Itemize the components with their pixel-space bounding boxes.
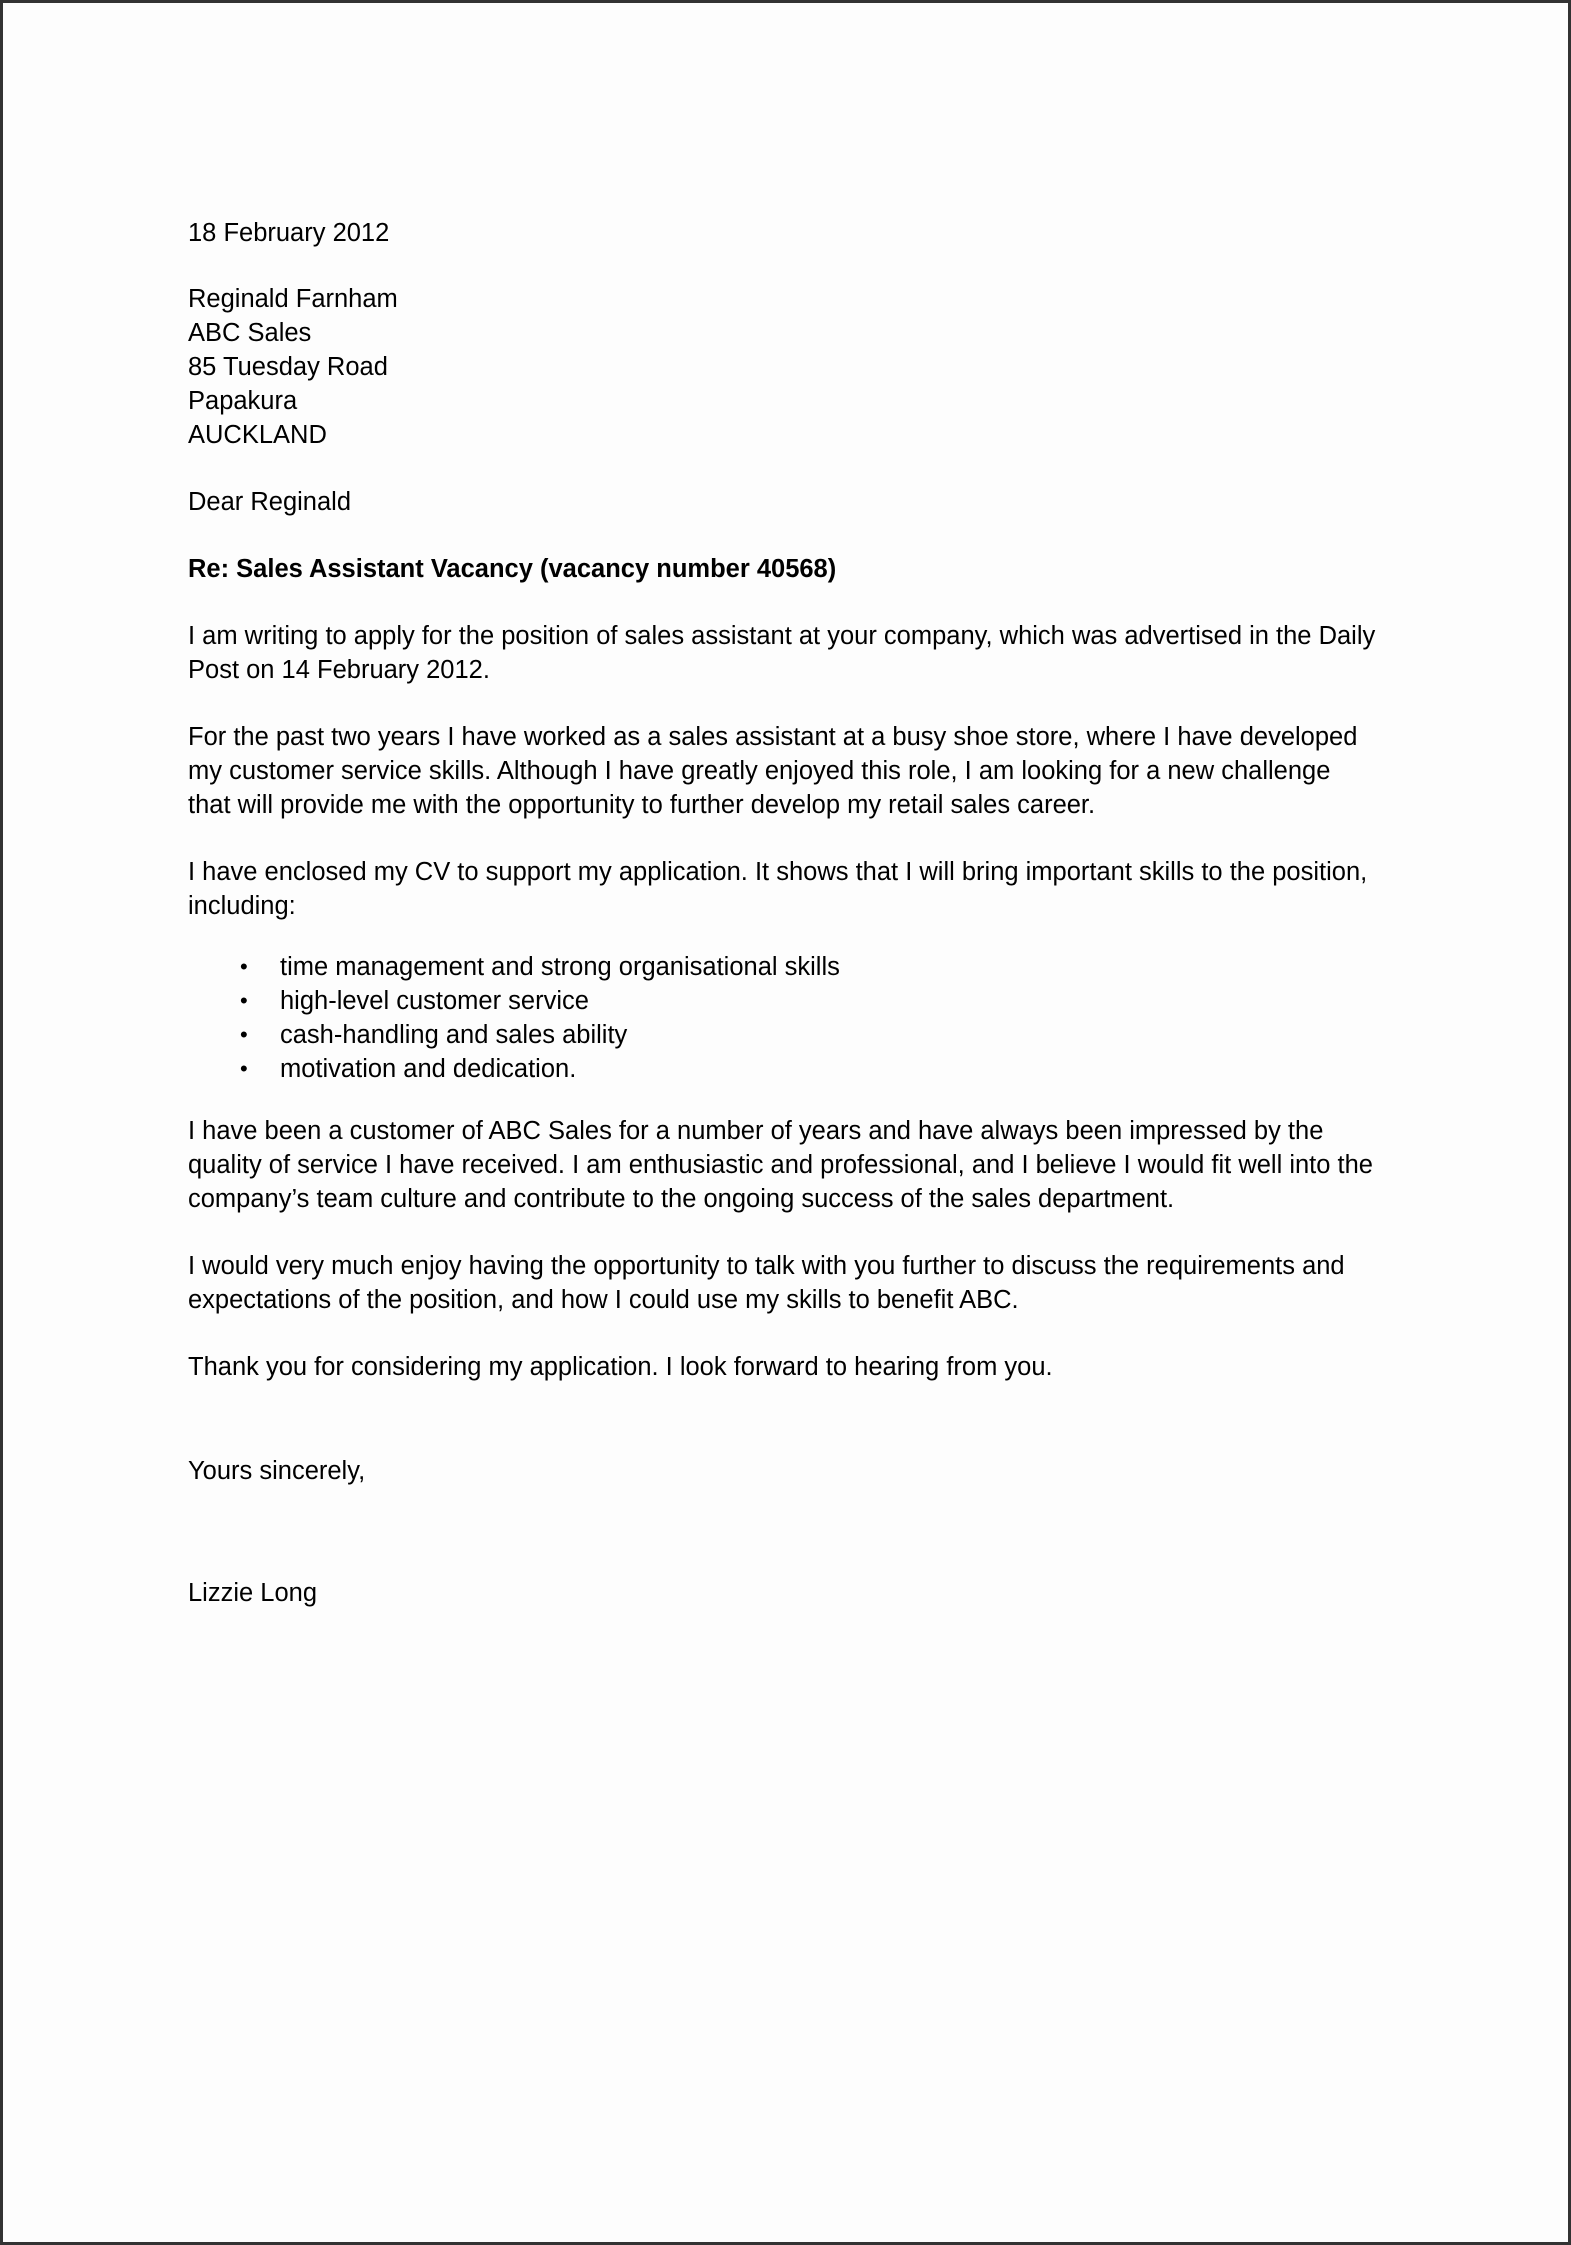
spacer	[188, 1086, 1378, 1114]
list-item-label: cash-handling and sales ability	[280, 1021, 628, 1049]
signature-space	[188, 1488, 1378, 1576]
list-item-label: high-level customer service	[280, 987, 589, 1015]
bullet-icon: •	[240, 1056, 248, 1081]
recipient-company: ABC Sales	[188, 319, 312, 347]
list-item	[188, 950, 1378, 984]
recipient-address	[188, 282, 1378, 452]
paragraph-customer: I have been a customer of ABC Sales for a number of years and have always been impressed by the quality of service I have received. I am enthusiastic and professional, and I believe I would fit well into the company’s team culture and contribute to the ongoing success of the sales department.	[188, 1117, 1373, 1213]
skills-list	[188, 950, 1378, 1086]
recipient-name: Reginald Farnham	[188, 285, 398, 313]
bullet-icon: •	[240, 1022, 248, 1047]
list-item	[188, 984, 1378, 1018]
spacer	[188, 687, 1378, 720]
paragraph-experience: For the past two years I have worked as a sales assistant at a busy shoe store, where I have developed my customer service skills. Although I have greatly enjoyed this role, I am looking for a new challenge that will provide me with the opportunity to further develop my retail sales career.	[188, 723, 1358, 819]
spacer	[188, 923, 1378, 950]
spacer	[188, 586, 1378, 619]
spacer	[188, 1216, 1378, 1249]
spacer	[188, 822, 1378, 855]
paragraph-intro: I am writing to apply for the position of sales assistant at your company, which was advertised in the Daily Post on 14 February 2012.	[188, 622, 1376, 684]
list-item-label: motivation and dedication.	[280, 1055, 577, 1083]
signature-name: Lizzie Long	[188, 1579, 318, 1607]
spacer	[188, 452, 1378, 485]
bullet-icon: •	[240, 988, 248, 1013]
paragraph-interview: I would very much enjoy having the opportunity to talk with you further to discuss the requirements and expectations of the position, and how I could use my skills to benefit ABC.	[188, 1252, 1345, 1314]
spacer	[188, 1317, 1378, 1350]
paragraph-cv: I have enclosed my CV to support my application. It shows that I will bring important skills to the position, including:	[188, 858, 1368, 920]
subject-line: Re: Sales Assistant Vacancy (vacancy number 40568)	[188, 555, 837, 583]
recipient-street: 85 Tuesday Road	[188, 353, 388, 381]
spacer	[188, 1384, 1378, 1454]
list-item	[188, 1052, 1378, 1086]
recipient-suburb: Papakura	[188, 387, 298, 415]
spacer	[188, 250, 1378, 282]
salutation: Dear Reginald	[188, 488, 352, 516]
recipient-city: AUCKLAND	[188, 421, 327, 449]
letter-date: 18 February 2012	[188, 219, 390, 247]
bullet-icon: •	[240, 954, 248, 979]
letter-body	[188, 216, 1378, 1610]
sign-off: Yours sincerely,	[188, 1457, 366, 1485]
paragraph-thanks: Thank you for considering my application. I look forward to hearing from you.	[188, 1353, 1053, 1381]
spacer	[188, 519, 1378, 552]
list-item-label: time management and strong organisational skills	[280, 953, 840, 981]
list-item	[188, 1018, 1378, 1052]
